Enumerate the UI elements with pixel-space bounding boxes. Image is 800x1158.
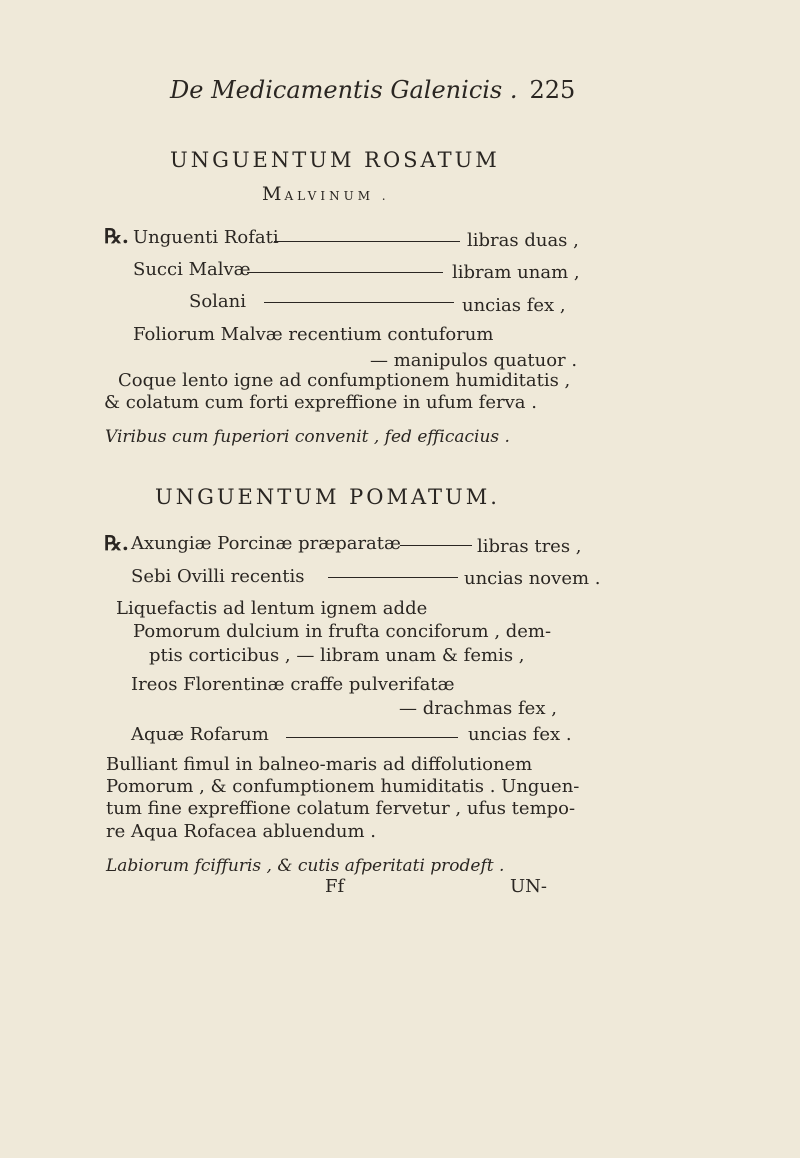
ingredient-name: Axungiæ Porcinæ præparatæ <box>131 533 401 554</box>
leader-dash <box>286 737 458 738</box>
text-line: Foliorum Malvæ recentium contuforum <box>133 324 494 345</box>
text-line: Ireos Florentinæ craffe pulverifatæ <box>131 674 455 695</box>
ingredient-name: Solani <box>189 291 247 312</box>
ingredient-name: Succi Malvæ <box>133 259 251 280</box>
ingredient-quantity: uncias fex , <box>462 295 566 316</box>
text-line: Bulliant fimul in balneo-maris ad diffolutionem <box>106 754 533 775</box>
text-line: Pomorum , & confumptionem humiditatis . Unguen- <box>106 776 580 797</box>
usage-note: Labiorum fciffuris , & cutis afperitati prodeft . <box>106 856 505 876</box>
ingredient-quantity: libram unam , <box>452 262 580 283</box>
leader-dash <box>328 577 458 578</box>
text-line: & colatum cum forti expreffione in ufum ferva . <box>104 392 537 413</box>
catchword: UN- <box>510 876 548 897</box>
signature-mark: Ff <box>325 876 345 897</box>
section-title-unguentum-rosatum: UNGUENTUM ROSATUM <box>170 148 500 172</box>
text-line: — manipulos quatuor . <box>370 350 578 371</box>
section-title-unguentum-pomatum: UNGUENTUM POMATUM. <box>155 485 500 509</box>
text-line: — drachmas fex , <box>399 698 557 719</box>
subtitle-initial: M <box>262 183 285 205</box>
recipe-symbol: ℞. <box>104 531 129 555</box>
text-line: Coque lento igne ad confumptionem humiditatis , <box>118 370 571 391</box>
text-line: re Aqua Rofacea abluendum . <box>106 821 376 842</box>
running-head-title: De Medicamentis Galenicis . <box>170 76 518 104</box>
leader-dash <box>247 272 443 273</box>
usage-note: Viribus cum fuperiori convenit , fed efficacius . <box>105 427 510 447</box>
text-line: ptis corticibus , — libram unam & femis , <box>149 645 525 666</box>
text-line: Pomorum dulcium in frufta conciforum , dem- <box>133 621 552 642</box>
text-line: Liquefactis ad lentum ignem adde <box>116 598 428 619</box>
leader-dash <box>400 545 472 546</box>
leader-dash <box>274 241 460 242</box>
section-subtitle-malvinum <box>262 183 390 205</box>
leader-dash <box>264 302 454 303</box>
ingredient-quantity: uncias fex . <box>468 724 572 745</box>
ingredient-quantity: libras duas , <box>467 230 579 251</box>
ingredient-name: Aquæ Rofarum <box>131 724 269 745</box>
ingredient-name: Sebi Ovilli recentis <box>131 566 305 587</box>
ingredient-quantity: libras tres , <box>477 536 582 557</box>
subtitle-rest: ALVINUM . <box>284 189 390 203</box>
text-line: tum fine expreffione colatum fervetur , ufus tempo- <box>106 798 576 819</box>
recipe-symbol: ℞. <box>104 224 129 248</box>
page-number: 225 <box>529 76 576 104</box>
ingredient-quantity: uncias novem . <box>464 568 601 589</box>
running-head <box>170 76 575 104</box>
ingredient-name: Unguenti Rofati <box>133 227 279 248</box>
